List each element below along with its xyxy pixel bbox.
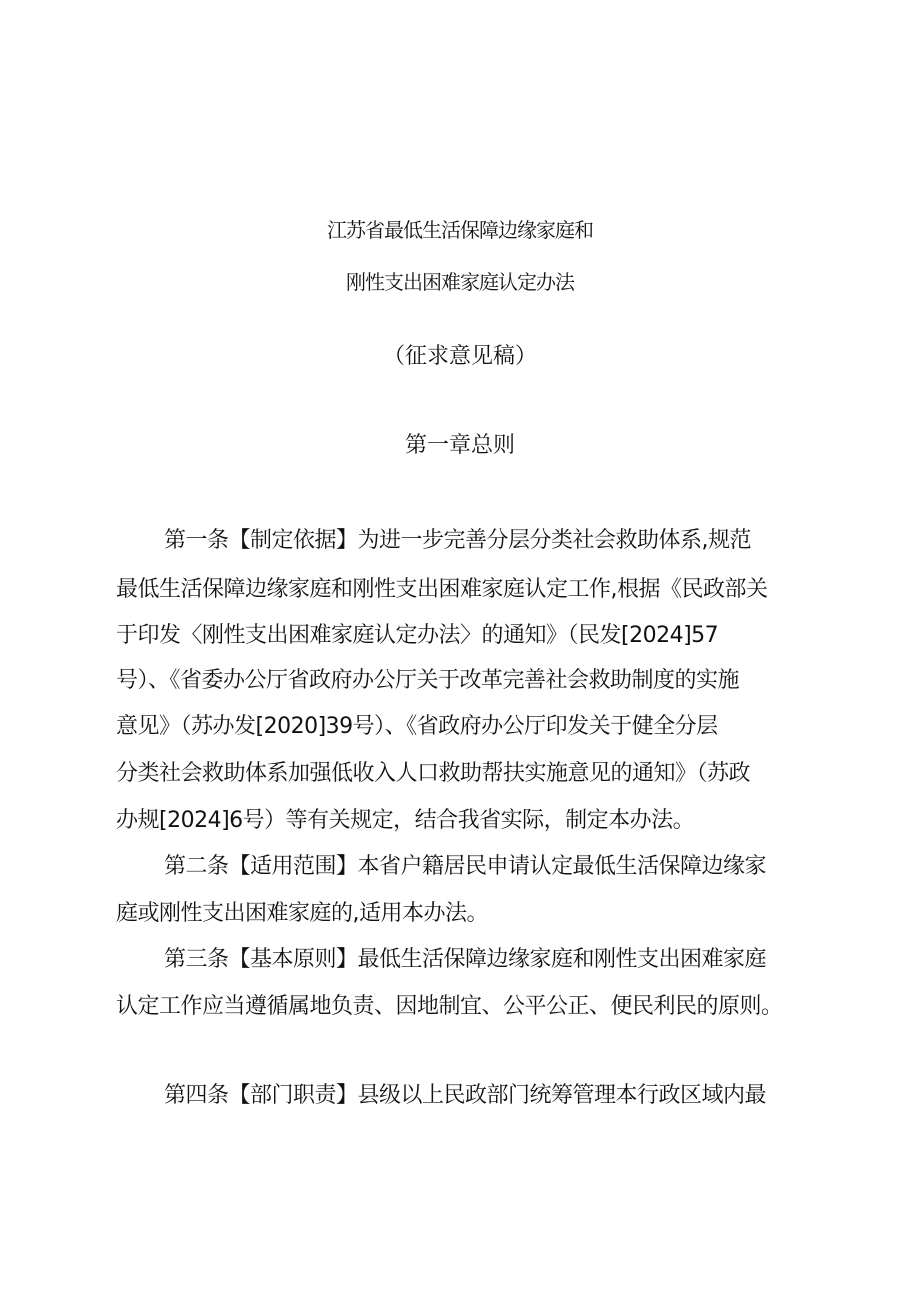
article-3-line-1: 第三条【基本原则】最低生活保障边缘家庭和刚性支出困难家庭 (164, 947, 767, 972)
article-1-line-3: 于印发〈刚性支出困难家庭认定办法〉的通知》（民发[2024]57 (116, 623, 719, 648)
article-1-line-6: 分类社会救助体系加强低收入人口救助帮扶实施意见的通知》（苏政 (116, 761, 751, 786)
document-subtitle: （征求意见稿） (382, 344, 537, 369)
article-4-line-1: 第四条【部门职责】县级以上民政部门统筹管理本行政区域内最 (164, 1083, 767, 1108)
chapter-heading: 第一章总则 (404, 433, 515, 458)
article-1-line-7: 办规[2024]6号）等有关规定，结合我省实际，制定本办法。 (116, 808, 695, 833)
article-1-line-4: 号）、《省委办公厅省政府办公厅关于改革完善社会救助制度的实施 (116, 668, 740, 693)
article-3-line-2: 认定工作应当遵循属地负责、因地制宜、公平公正、便民利民的原则。 (116, 994, 783, 1019)
document-title-line-2: 刚性支出困难家庭认定办法 (346, 270, 574, 294)
article-2-line-2: 庭或刚性支出困难家庭的,适用本办法。 (116, 901, 488, 926)
article-1-line-1: 第一条【制定依据】为进一步完善分层分类社会救助体系,规范 (164, 528, 751, 553)
article-2-line-1: 第二条【适用范围】本省户籍居民申请认定最低生活保障边缘家 (164, 854, 767, 879)
article-1-line-2: 最低生活保障边缘家庭和刚性支出困难家庭认定工作,根据《民政部关 (116, 577, 768, 602)
article-1-line-5: 意见》（苏办发[2020]39号）、《省政府办公厅印发关于健全分层 (116, 714, 718, 739)
document-title-line-1: 江苏省最低生活保障边缘家庭和 (327, 218, 593, 242)
